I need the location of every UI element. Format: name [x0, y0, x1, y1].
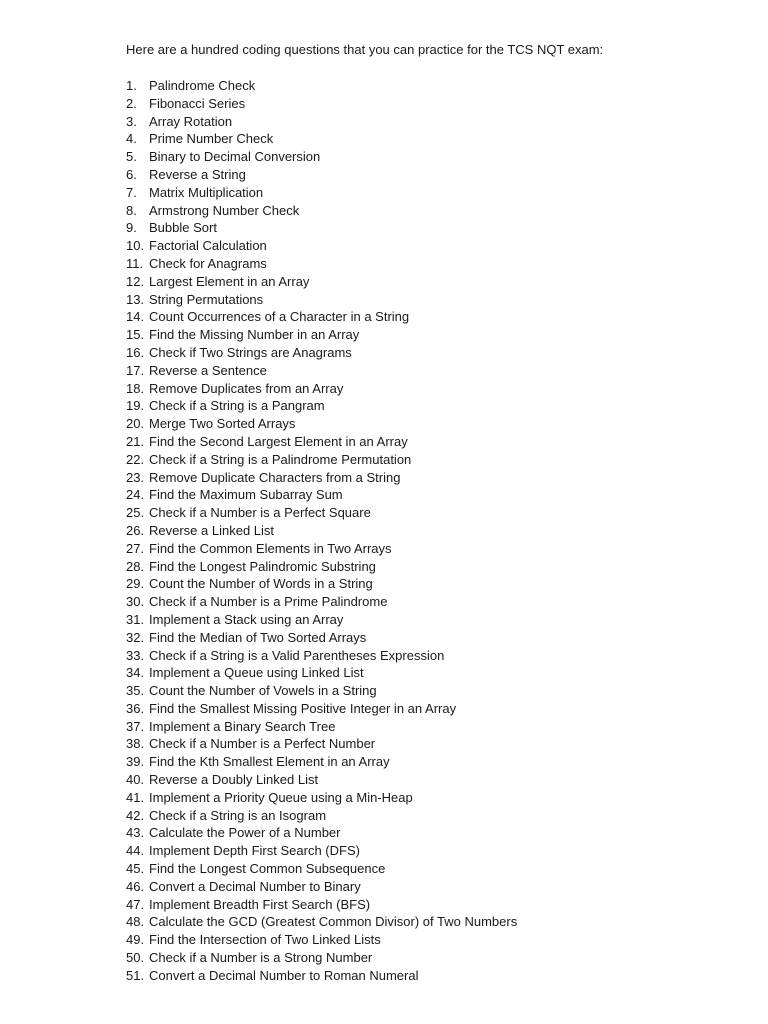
list-item-number: 33.	[126, 647, 145, 663]
list-item-text: Check if a Number is a Perfect Square	[149, 505, 371, 521]
list-item	[126, 113, 517, 131]
list-item-text: Check if a Number is a Perfect Number	[149, 736, 376, 752]
list-item-text: Convert a Decimal Number to Binary	[149, 878, 361, 894]
list-item-number: 13.	[126, 291, 145, 307]
list-item	[126, 380, 517, 398]
list-item-text: Find the Maximum Subarray Sum	[149, 487, 343, 503]
list-item-text: Find the Longest Palindromic Substring	[149, 558, 376, 574]
list-item-text: Count Occurrences of a Character in a String	[149, 309, 410, 325]
list-item	[126, 735, 517, 753]
list-item	[126, 130, 517, 148]
list-item	[126, 593, 517, 611]
list-item-text: Find the Median of Two Sorted Arrays	[149, 629, 367, 645]
list-item	[126, 629, 517, 647]
list-item-text: Find the Smallest Missing Positive Integer in an Array	[149, 700, 457, 716]
list-item	[126, 184, 517, 202]
list-item	[126, 486, 517, 504]
list-item-text: Bubble Sort	[149, 220, 217, 236]
list-item	[126, 753, 517, 771]
list-item-text: Find the Missing Number in an Array	[149, 327, 360, 343]
list-item-number: 36.	[126, 700, 145, 716]
list-item	[126, 824, 517, 842]
list-item	[126, 664, 517, 682]
list-item-number: 51.	[126, 967, 145, 983]
list-item-number: 21.	[126, 433, 145, 449]
list-item-number: 50.	[126, 950, 145, 966]
list-item-number: 10.	[126, 238, 145, 254]
list-item	[126, 807, 517, 825]
list-item-number: 19.	[126, 398, 145, 414]
list-item-number: 34.	[126, 665, 145, 681]
list-item-text: Implement a Queue using Linked List	[149, 665, 364, 681]
list-item-text: Fibonacci Series	[149, 95, 246, 111]
list-item	[126, 469, 517, 487]
list-item	[126, 718, 517, 736]
list-item-number: 11.	[126, 255, 144, 271]
list-item-number: 35.	[126, 683, 145, 699]
list-item-text: Largest Element in an Array	[149, 273, 310, 289]
list-item-text: Implement a Priority Queue using a Min-Heap	[149, 789, 413, 805]
list-item-number: 48.	[126, 914, 145, 930]
list-item	[126, 148, 517, 166]
list-item-text: Find the Longest Common Subsequence	[149, 861, 386, 877]
list-item-text: Find the Kth Smallest Element in an Array	[149, 754, 390, 770]
question-list	[126, 77, 517, 985]
list-item-number: 17.	[126, 362, 145, 378]
list-item-number: 23.	[126, 469, 145, 485]
list-item-text: Find the Intersection of Two Linked Lists	[149, 932, 381, 948]
list-item-text: Remove Duplicate Characters from a String	[149, 469, 401, 485]
list-item-number: 5.	[126, 149, 137, 165]
list-item-text: Calculate the Power of a Number	[149, 825, 341, 841]
list-item	[126, 397, 517, 415]
list-item	[126, 575, 517, 593]
list-item	[126, 255, 517, 273]
list-item-text: Check if a String is an Isogram	[149, 807, 327, 823]
list-item	[126, 771, 517, 789]
list-item	[126, 504, 517, 522]
list-item-number: 28.	[126, 558, 145, 574]
list-item-number: 20.	[126, 416, 145, 432]
list-item-number: 38.	[126, 736, 145, 752]
list-item-number: 7.	[126, 184, 137, 200]
list-item-text: Reverse a Doubly Linked List	[149, 772, 319, 788]
list-item	[126, 611, 517, 629]
list-item-number: 8.	[126, 202, 137, 218]
list-item	[126, 789, 517, 807]
list-item-text: Reverse a Linked List	[149, 522, 275, 538]
list-item	[126, 273, 517, 291]
list-item	[126, 842, 517, 860]
list-item-text: Convert a Decimal Number to Roman Numeral	[149, 967, 419, 983]
list-item	[126, 415, 517, 433]
list-item	[126, 949, 517, 967]
list-item-number: 42.	[126, 807, 145, 823]
list-item-text: Find the Common Elements in Two Arrays	[149, 540, 392, 556]
list-item-number: 15.	[126, 327, 145, 343]
list-item-text: Check if Two Strings are Anagrams	[149, 344, 352, 360]
list-item-text: Reverse a String	[149, 166, 246, 182]
list-item-text: Find the Second Largest Element in an Array	[149, 433, 408, 449]
list-item-number: 39.	[126, 754, 145, 770]
list-item-text: Count the Number of Vowels in a String	[149, 683, 377, 699]
list-item	[126, 308, 517, 326]
list-item-text: Prime Number Check	[149, 131, 274, 147]
list-item-number: 25.	[126, 505, 145, 521]
list-item	[126, 344, 517, 362]
list-item	[126, 433, 517, 451]
list-item-number: 22.	[126, 451, 145, 467]
list-item-text: Implement Depth First Search (DFS)	[149, 843, 360, 859]
list-item	[126, 700, 517, 718]
list-item	[126, 202, 517, 220]
list-item-text: Count the Number of Words in a String	[149, 576, 373, 592]
list-item-number: 29.	[126, 576, 145, 592]
list-item-text: Factorial Calculation	[149, 238, 267, 254]
list-item-number: 45.	[126, 861, 145, 877]
list-item	[126, 682, 517, 700]
list-item-number: 3.	[126, 113, 137, 129]
list-item-text: Implement a Binary Search Tree	[149, 718, 336, 734]
list-item	[126, 77, 517, 95]
list-item-number: 47.	[126, 896, 145, 912]
list-item-number: 31.	[126, 611, 145, 627]
list-item-number: 4.	[126, 131, 137, 147]
list-item-text: Palindrome Check	[149, 78, 256, 93]
list-item-number: 46.	[126, 878, 145, 894]
list-item-number: 18.	[126, 380, 145, 396]
list-item-text: Check if a String is a Palindrome Permutation	[149, 451, 412, 467]
list-item-text: Array Rotation	[149, 113, 233, 129]
list-item	[126, 219, 517, 237]
list-item-text: Calculate the GCD (Greatest Common Divisor) of Two Numbers	[149, 914, 518, 930]
list-item-number: 16.	[126, 344, 145, 360]
list-item	[126, 878, 517, 896]
list-item-number: 41.	[126, 789, 145, 805]
list-item-text: Remove Duplicates from an Array	[149, 380, 344, 396]
list-item-number: 32.	[126, 629, 145, 645]
list-item	[126, 931, 517, 949]
list-item-number: 24.	[126, 487, 145, 503]
list-item-number: 9.	[126, 220, 137, 236]
list-item	[126, 860, 517, 878]
list-item	[126, 451, 517, 469]
list-item	[126, 166, 517, 184]
list-item	[126, 540, 517, 558]
list-item-text: Armstrong Number Check	[149, 202, 300, 218]
list-item-text: Check if a String is a Valid Parentheses Expression	[149, 647, 445, 663]
list-item-number: 2.	[126, 95, 137, 111]
list-item-text: Matrix Multiplication	[149, 184, 264, 200]
list-item	[126, 913, 517, 931]
list-item-number: 30.	[126, 594, 145, 610]
list-item-text: String Permutations	[149, 291, 264, 307]
list-item	[126, 896, 517, 914]
list-item-number: 6.	[126, 166, 137, 182]
list-item	[126, 558, 517, 576]
list-item-text: Merge Two Sorted Arrays	[149, 416, 296, 432]
list-item-text: Binary to Decimal Conversion	[149, 149, 321, 165]
list-item-number: 27.	[126, 540, 145, 556]
list-item-number: 43.	[126, 825, 145, 841]
list-item	[126, 326, 517, 344]
list-item	[126, 967, 517, 985]
list-item-number: 37.	[126, 718, 145, 734]
list-item-text: Check if a Number is a Prime Palindrome	[149, 594, 388, 610]
list-item-text: Check for Anagrams	[149, 255, 267, 271]
list-item	[126, 95, 517, 113]
list-item-number: 44.	[126, 843, 145, 859]
list-item-text: Implement Breadth First Search (BFS)	[149, 896, 371, 912]
intro-text: Here are a hundred coding questions that you can practice for the TCS NQT exam:	[126, 42, 604, 57]
list-item	[126, 362, 517, 380]
list-item-text: Check if a String is a Pangram	[149, 398, 325, 414]
list-item-number: 26.	[126, 522, 145, 538]
list-item-text: Check if a Number is a Strong Number	[149, 950, 373, 966]
list-item-number: 14.	[126, 309, 145, 325]
list-item	[126, 647, 517, 665]
list-item-number: 12.	[126, 273, 145, 289]
list-item-number: 40.	[126, 772, 145, 788]
list-item-text: Reverse a Sentence	[149, 362, 267, 378]
list-item	[126, 291, 517, 309]
list-item	[126, 522, 517, 540]
list-item	[126, 237, 517, 255]
list-item-number: 49.	[126, 932, 145, 948]
list-item-text: Implement a Stack using an Array	[149, 611, 344, 627]
list-item-number: 1.	[126, 78, 137, 93]
